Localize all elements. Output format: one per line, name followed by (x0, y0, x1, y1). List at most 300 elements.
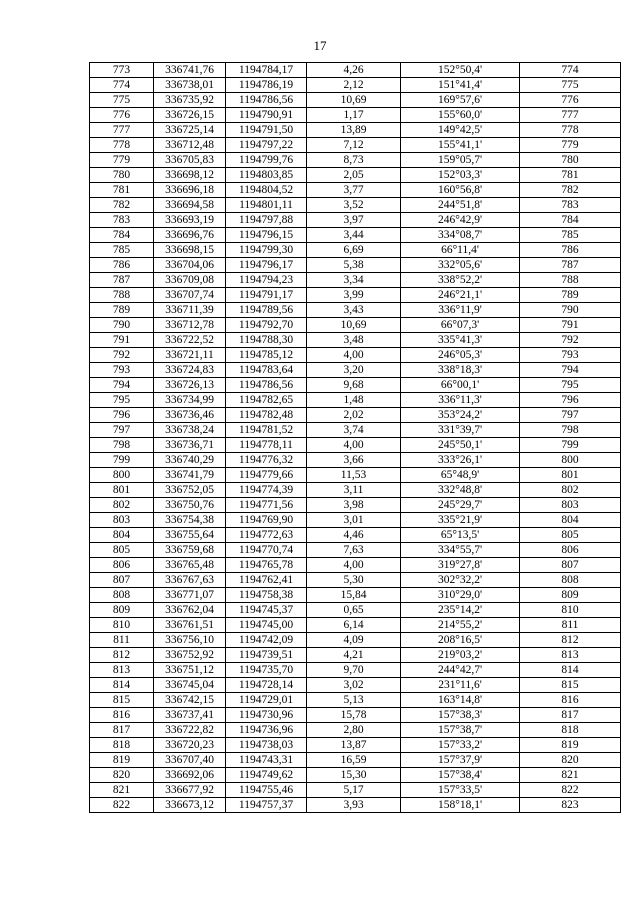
point-number-cell: 786 (90, 258, 154, 273)
distance-cell: 2,02 (307, 408, 401, 423)
y-coordinate-cell: 1194803,85 (226, 168, 307, 183)
table-row (90, 198, 621, 213)
y-coordinate-cell: 1194784,17 (226, 63, 307, 78)
next-point-cell: 815 (520, 678, 621, 693)
y-coordinate-cell: 1194772,63 (226, 528, 307, 543)
table-row (90, 798, 621, 813)
bearing-cell: 157°38,4' (401, 768, 520, 783)
point-number-cell: 797 (90, 423, 154, 438)
table-row (90, 648, 621, 663)
point-number-cell: 803 (90, 513, 154, 528)
y-coordinate-cell: 1194758,38 (226, 588, 307, 603)
next-point-cell: 803 (520, 498, 621, 513)
x-coordinate-cell: 336712,48 (154, 138, 226, 153)
x-coordinate-cell: 336677,92 (154, 783, 226, 798)
point-number-cell: 781 (90, 183, 154, 198)
point-number-cell: 805 (90, 543, 154, 558)
bearing-cell: 244°51,8' (401, 198, 520, 213)
next-point-cell: 818 (520, 723, 621, 738)
table-row (90, 543, 621, 558)
bearing-cell: 353°24,2' (401, 408, 520, 423)
distance-cell: 13,87 (307, 738, 401, 753)
point-number-cell: 804 (90, 528, 154, 543)
distance-cell: 3,02 (307, 678, 401, 693)
y-coordinate-cell: 1194791,50 (226, 123, 307, 138)
point-number-cell: 822 (90, 798, 154, 813)
bearing-cell: 335°21,9' (401, 513, 520, 528)
next-point-cell: 812 (520, 633, 621, 648)
bearing-cell: 336°11,3' (401, 393, 520, 408)
distance-cell: 3,98 (307, 498, 401, 513)
table-row (90, 408, 621, 423)
distance-cell: 3,01 (307, 513, 401, 528)
table-row (90, 213, 621, 228)
x-coordinate-cell: 336756,10 (154, 633, 226, 648)
table-row (90, 168, 621, 183)
distance-cell: 3,44 (307, 228, 401, 243)
table-row (90, 138, 621, 153)
x-coordinate-cell: 336722,82 (154, 723, 226, 738)
bearing-cell: 219°03,2' (401, 648, 520, 663)
distance-cell: 10,69 (307, 93, 401, 108)
table-row (90, 603, 621, 618)
bearing-cell: 338°52,2' (401, 273, 520, 288)
bearing-cell: 245°29,7' (401, 498, 520, 513)
x-coordinate-cell: 336761,51 (154, 618, 226, 633)
x-coordinate-cell: 336742,15 (154, 693, 226, 708)
bearing-cell: 246°42,9' (401, 213, 520, 228)
table-row (90, 393, 621, 408)
y-coordinate-cell: 1194799,76 (226, 153, 307, 168)
next-point-cell: 788 (520, 273, 621, 288)
table-row (90, 468, 621, 483)
x-coordinate-cell: 336726,15 (154, 108, 226, 123)
y-coordinate-cell: 1194770,74 (226, 543, 307, 558)
next-point-cell: 792 (520, 333, 621, 348)
y-coordinate-cell: 1194729,01 (226, 693, 307, 708)
next-point-cell: 823 (520, 798, 621, 813)
x-coordinate-cell: 336711,39 (154, 303, 226, 318)
next-point-cell: 784 (520, 213, 621, 228)
bearing-cell: 336°11,9' (401, 303, 520, 318)
table-row (90, 333, 621, 348)
distance-cell: 3,34 (307, 273, 401, 288)
y-coordinate-cell: 1194778,11 (226, 438, 307, 453)
bearing-cell: 163°14,8' (401, 693, 520, 708)
next-point-cell: 777 (520, 108, 621, 123)
point-number-cell: 794 (90, 378, 154, 393)
bearing-cell: 231°11,6' (401, 678, 520, 693)
bearing-cell: 331°39,7' (401, 423, 520, 438)
bearing-cell: 155°41,1' (401, 138, 520, 153)
next-point-cell: 819 (520, 738, 621, 753)
table-row (90, 318, 621, 333)
x-coordinate-cell: 336759,68 (154, 543, 226, 558)
y-coordinate-cell: 1194755,46 (226, 783, 307, 798)
point-number-cell: 782 (90, 198, 154, 213)
next-point-cell: 786 (520, 243, 621, 258)
table-row (90, 618, 621, 633)
point-number-cell: 807 (90, 573, 154, 588)
distance-cell: 4,26 (307, 63, 401, 78)
x-coordinate-cell: 336738,01 (154, 78, 226, 93)
point-number-cell: 798 (90, 438, 154, 453)
coordinates-table (89, 62, 621, 813)
point-number-cell: 816 (90, 708, 154, 723)
table-row (90, 123, 621, 138)
bearing-cell: 157°33,5' (401, 783, 520, 798)
table-row (90, 258, 621, 273)
bearing-cell: 235°14,2' (401, 603, 520, 618)
bearing-cell: 149°42,5' (401, 123, 520, 138)
next-point-cell: 800 (520, 453, 621, 468)
y-coordinate-cell: 1194796,15 (226, 228, 307, 243)
distance-cell: 5,30 (307, 573, 401, 588)
distance-cell: 4,21 (307, 648, 401, 663)
next-point-cell: 782 (520, 183, 621, 198)
next-point-cell: 794 (520, 363, 621, 378)
table-row (90, 288, 621, 303)
point-number-cell: 795 (90, 393, 154, 408)
distance-cell: 4,00 (307, 348, 401, 363)
x-coordinate-cell: 336754,38 (154, 513, 226, 528)
y-coordinate-cell: 1194792,70 (226, 318, 307, 333)
point-number-cell: 817 (90, 723, 154, 738)
point-number-cell: 796 (90, 408, 154, 423)
next-point-cell: 802 (520, 483, 621, 498)
x-coordinate-cell: 336705,83 (154, 153, 226, 168)
distance-cell: 3,74 (307, 423, 401, 438)
table-row (90, 183, 621, 198)
distance-cell: 10,69 (307, 318, 401, 333)
table-row (90, 513, 621, 528)
y-coordinate-cell: 1194742,09 (226, 633, 307, 648)
next-point-cell: 821 (520, 768, 621, 783)
page-number: 17 (313, 38, 327, 53)
table-row (90, 663, 621, 678)
table-row (90, 753, 621, 768)
point-number-cell: 785 (90, 243, 154, 258)
distance-cell: 9,70 (307, 663, 401, 678)
bearing-cell: 155°60,0' (401, 108, 520, 123)
y-coordinate-cell: 1194783,64 (226, 363, 307, 378)
table-row (90, 78, 621, 93)
distance-cell: 5,17 (307, 783, 401, 798)
distance-cell: 3,77 (307, 183, 401, 198)
bearing-cell: 310°29,0' (401, 588, 520, 603)
table-row (90, 348, 621, 363)
y-coordinate-cell: 1194728,14 (226, 678, 307, 693)
distance-cell: 13,89 (307, 123, 401, 138)
bearing-cell: 151°41,4' (401, 78, 520, 93)
next-point-cell: 783 (520, 198, 621, 213)
x-coordinate-cell: 336737,41 (154, 708, 226, 723)
table-row (90, 228, 621, 243)
bearing-cell: 157°38,7' (401, 723, 520, 738)
point-number-cell: 820 (90, 768, 154, 783)
bearing-cell: 152°03,3' (401, 168, 520, 183)
y-coordinate-cell: 1194771,56 (226, 498, 307, 513)
table-row (90, 768, 621, 783)
x-coordinate-cell: 336692,06 (154, 768, 226, 783)
y-coordinate-cell: 1194786,56 (226, 378, 307, 393)
y-coordinate-cell: 1194781,52 (226, 423, 307, 438)
distance-cell: 16,59 (307, 753, 401, 768)
point-number-cell: 806 (90, 558, 154, 573)
x-coordinate-cell: 336745,04 (154, 678, 226, 693)
point-number-cell: 783 (90, 213, 154, 228)
x-coordinate-cell: 336707,74 (154, 288, 226, 303)
x-coordinate-cell: 336704,06 (154, 258, 226, 273)
y-coordinate-cell: 1194738,03 (226, 738, 307, 753)
bearing-cell: 332°05,6' (401, 258, 520, 273)
y-coordinate-cell: 1194745,00 (226, 618, 307, 633)
bearing-cell: 160°56,8' (401, 183, 520, 198)
bearing-cell: 169°57,6' (401, 93, 520, 108)
x-coordinate-cell: 336698,12 (154, 168, 226, 183)
point-number-cell: 775 (90, 93, 154, 108)
table-row (90, 453, 621, 468)
next-point-cell: 779 (520, 138, 621, 153)
distance-cell: 6,69 (307, 243, 401, 258)
distance-cell: 0,65 (307, 603, 401, 618)
y-coordinate-cell: 1194757,37 (226, 798, 307, 813)
bearing-cell: 158°18,1' (401, 798, 520, 813)
y-coordinate-cell: 1194786,19 (226, 78, 307, 93)
bearing-cell: 208°16,5' (401, 633, 520, 648)
x-coordinate-cell: 336765,48 (154, 558, 226, 573)
y-coordinate-cell: 1194788,30 (226, 333, 307, 348)
y-coordinate-cell: 1194735,70 (226, 663, 307, 678)
point-number-cell: 808 (90, 588, 154, 603)
table-row (90, 678, 621, 693)
table-row (90, 378, 621, 393)
table-row (90, 783, 621, 798)
next-point-cell: 778 (520, 123, 621, 138)
y-coordinate-cell: 1194799,30 (226, 243, 307, 258)
y-coordinate-cell: 1194769,90 (226, 513, 307, 528)
distance-cell: 4,46 (307, 528, 401, 543)
x-coordinate-cell: 336734,99 (154, 393, 226, 408)
distance-cell: 1,48 (307, 393, 401, 408)
distance-cell: 15,78 (307, 708, 401, 723)
next-point-cell: 774 (520, 63, 621, 78)
x-coordinate-cell: 336751,12 (154, 663, 226, 678)
table-row (90, 483, 621, 498)
x-coordinate-cell: 336698,15 (154, 243, 226, 258)
distance-cell: 5,13 (307, 693, 401, 708)
distance-cell: 5,38 (307, 258, 401, 273)
next-point-cell: 810 (520, 603, 621, 618)
y-coordinate-cell: 1194739,51 (226, 648, 307, 663)
distance-cell: 4,09 (307, 633, 401, 648)
distance-cell: 1,17 (307, 108, 401, 123)
point-number-cell: 784 (90, 228, 154, 243)
bearing-cell: 246°21,1' (401, 288, 520, 303)
y-coordinate-cell: 1194797,88 (226, 213, 307, 228)
x-coordinate-cell: 336752,92 (154, 648, 226, 663)
next-point-cell: 811 (520, 618, 621, 633)
bearing-cell: 333°26,1' (401, 453, 520, 468)
y-coordinate-cell: 1194804,52 (226, 183, 307, 198)
x-coordinate-cell: 336740,29 (154, 453, 226, 468)
point-number-cell: 779 (90, 153, 154, 168)
next-point-cell: 785 (520, 228, 621, 243)
point-number-cell: 800 (90, 468, 154, 483)
point-number-cell: 813 (90, 663, 154, 678)
point-number-cell: 819 (90, 753, 154, 768)
next-point-cell: 791 (520, 318, 621, 333)
point-number-cell: 774 (90, 78, 154, 93)
y-coordinate-cell: 1194790,91 (226, 108, 307, 123)
x-coordinate-cell: 336696,76 (154, 228, 226, 243)
bearing-cell: 65°48,9' (401, 468, 520, 483)
table-row (90, 273, 621, 288)
table-row (90, 708, 621, 723)
distance-cell: 3,99 (307, 288, 401, 303)
x-coordinate-cell: 336726,13 (154, 378, 226, 393)
y-coordinate-cell: 1194796,17 (226, 258, 307, 273)
next-point-cell: 822 (520, 783, 621, 798)
x-coordinate-cell: 336738,24 (154, 423, 226, 438)
next-point-cell: 806 (520, 543, 621, 558)
y-coordinate-cell: 1194789,56 (226, 303, 307, 318)
distance-cell: 3,97 (307, 213, 401, 228)
point-number-cell: 791 (90, 333, 154, 348)
y-coordinate-cell: 1194779,66 (226, 468, 307, 483)
x-coordinate-cell: 336736,71 (154, 438, 226, 453)
y-coordinate-cell: 1194786,56 (226, 93, 307, 108)
point-number-cell: 811 (90, 633, 154, 648)
next-point-cell: 813 (520, 648, 621, 663)
y-coordinate-cell: 1194782,65 (226, 393, 307, 408)
x-coordinate-cell: 336736,46 (154, 408, 226, 423)
x-coordinate-cell: 336762,04 (154, 603, 226, 618)
next-point-cell: 799 (520, 438, 621, 453)
point-number-cell: 802 (90, 498, 154, 513)
bearing-cell: 157°37,9' (401, 753, 520, 768)
bearing-cell: 244°42,7' (401, 663, 520, 678)
bearing-cell: 157°38,3' (401, 708, 520, 723)
next-point-cell: 801 (520, 468, 621, 483)
distance-cell: 4,00 (307, 558, 401, 573)
x-coordinate-cell: 336735,92 (154, 93, 226, 108)
next-point-cell: 793 (520, 348, 621, 363)
bearing-cell: 246°05,3' (401, 348, 520, 363)
table-row (90, 63, 621, 78)
point-number-cell: 776 (90, 108, 154, 123)
y-coordinate-cell: 1194743,31 (226, 753, 307, 768)
y-coordinate-cell: 1194785,12 (226, 348, 307, 363)
point-number-cell: 790 (90, 318, 154, 333)
coordinates-table-body (90, 63, 621, 813)
next-point-cell: 797 (520, 408, 621, 423)
table-row (90, 558, 621, 573)
point-number-cell: 793 (90, 363, 154, 378)
x-coordinate-cell: 336771,07 (154, 588, 226, 603)
x-coordinate-cell: 336721,11 (154, 348, 226, 363)
next-point-cell: 780 (520, 153, 621, 168)
table-row (90, 588, 621, 603)
x-coordinate-cell: 336767,63 (154, 573, 226, 588)
next-point-cell: 781 (520, 168, 621, 183)
bearing-cell: 334°08,7' (401, 228, 520, 243)
table-row (90, 438, 621, 453)
x-coordinate-cell: 336725,14 (154, 123, 226, 138)
bearing-cell: 66°11,4' (401, 243, 520, 258)
next-point-cell: 796 (520, 393, 621, 408)
next-point-cell: 814 (520, 663, 621, 678)
point-number-cell: 818 (90, 738, 154, 753)
point-number-cell: 792 (90, 348, 154, 363)
x-coordinate-cell: 336722,52 (154, 333, 226, 348)
point-number-cell: 777 (90, 123, 154, 138)
distance-cell: 3,66 (307, 453, 401, 468)
distance-cell: 2,12 (307, 78, 401, 93)
bearing-cell: 152°50,4' (401, 63, 520, 78)
table-row (90, 108, 621, 123)
bearing-cell: 66°00,1' (401, 378, 520, 393)
bearing-cell: 65°13,5' (401, 528, 520, 543)
bearing-cell: 332°48,8' (401, 483, 520, 498)
table-row (90, 498, 621, 513)
y-coordinate-cell: 1194782,48 (226, 408, 307, 423)
distance-cell: 8,73 (307, 153, 401, 168)
distance-cell: 7,12 (307, 138, 401, 153)
next-point-cell: 808 (520, 573, 621, 588)
point-number-cell: 815 (90, 693, 154, 708)
point-number-cell: 799 (90, 453, 154, 468)
table-row (90, 93, 621, 108)
bearing-cell: 214°55,2' (401, 618, 520, 633)
x-coordinate-cell: 336694,58 (154, 198, 226, 213)
point-number-cell: 773 (90, 63, 154, 78)
y-coordinate-cell: 1194776,32 (226, 453, 307, 468)
distance-cell: 7,63 (307, 543, 401, 558)
point-number-cell: 788 (90, 288, 154, 303)
x-coordinate-cell: 336752,05 (154, 483, 226, 498)
x-coordinate-cell: 336707,40 (154, 753, 226, 768)
distance-cell: 3,43 (307, 303, 401, 318)
distance-cell: 3,20 (307, 363, 401, 378)
y-coordinate-cell: 1194794,23 (226, 273, 307, 288)
bearing-cell: 66°07,3' (401, 318, 520, 333)
distance-cell: 11,53 (307, 468, 401, 483)
bearing-cell: 334°55,7' (401, 543, 520, 558)
point-number-cell: 812 (90, 648, 154, 663)
next-point-cell: 809 (520, 588, 621, 603)
bearing-cell: 245°50,1' (401, 438, 520, 453)
y-coordinate-cell: 1194797,22 (226, 138, 307, 153)
point-number-cell: 789 (90, 303, 154, 318)
table-row (90, 528, 621, 543)
point-number-cell: 814 (90, 678, 154, 693)
next-point-cell: 805 (520, 528, 621, 543)
x-coordinate-cell: 336724,83 (154, 363, 226, 378)
table-row (90, 423, 621, 438)
next-point-cell: 776 (520, 93, 621, 108)
next-point-cell: 798 (520, 423, 621, 438)
bearing-cell: 302°32,2' (401, 573, 520, 588)
x-coordinate-cell: 336673,12 (154, 798, 226, 813)
x-coordinate-cell: 336693,19 (154, 213, 226, 228)
x-coordinate-cell: 336755,64 (154, 528, 226, 543)
x-coordinate-cell: 336750,76 (154, 498, 226, 513)
next-point-cell: 804 (520, 513, 621, 528)
next-point-cell: 807 (520, 558, 621, 573)
next-point-cell: 820 (520, 753, 621, 768)
table-row (90, 693, 621, 708)
